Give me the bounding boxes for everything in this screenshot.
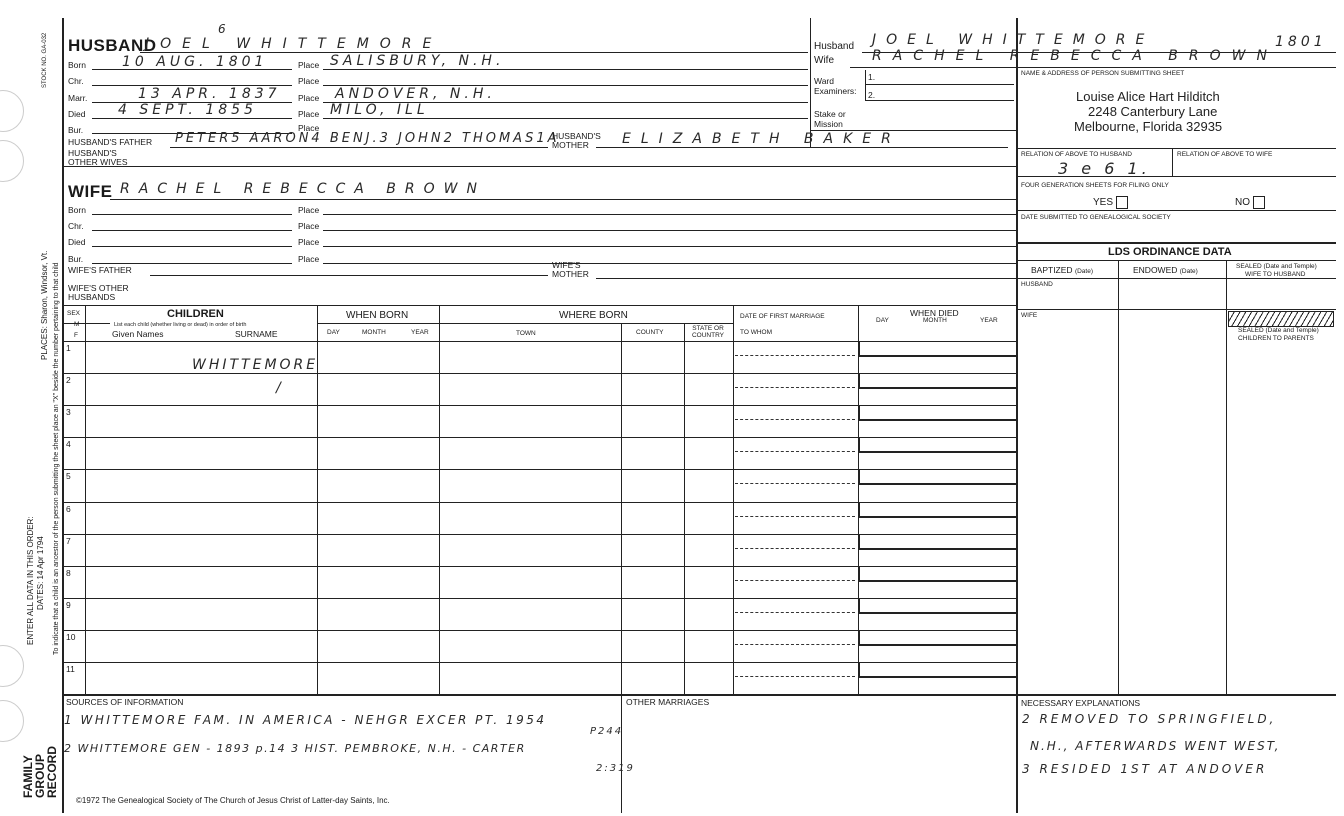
death-date-line — [858, 548, 1016, 550]
given-names-label: Given Names — [112, 329, 164, 339]
lds-sealed-wife: SEALED (Date and Temple) — [1236, 263, 1317, 270]
dates-instruction: DATES: 14 Apr 1794 — [36, 536, 45, 610]
checkbox-icon — [1253, 196, 1265, 209]
rp-husband-name: JOEL WHITTEMORE — [872, 32, 1155, 48]
child-row-divider — [62, 469, 1016, 470]
died-day-label: DAY — [876, 317, 889, 324]
form-title: FAMILY GROUP RECORD — [21, 745, 59, 798]
husband-born-label: Born — [68, 60, 86, 70]
child-row-number: 2 — [66, 375, 71, 386]
child-row-divider — [62, 534, 1016, 535]
death-date-tick — [858, 502, 860, 516]
marriage-dash-line — [735, 580, 855, 581]
lds-title: LDS ORDINANCE DATA — [1108, 246, 1232, 258]
place-label: Place — [298, 221, 320, 231]
child-row-number: 9 — [66, 599, 71, 610]
sex-label: SEX — [67, 310, 81, 317]
children-heading: CHILDREN — [167, 308, 224, 320]
lds-baptized: BAPTIZED (Date) — [1031, 265, 1093, 275]
ward-value: 1. — [868, 72, 876, 82]
child-row-divider — [62, 405, 1016, 406]
death-date-tick — [858, 534, 860, 548]
examiners-label: Examiners: — [814, 86, 857, 96]
month-label: MONTH — [362, 329, 386, 336]
child-row-divider — [62, 662, 1016, 663]
sources-line-2b: 2:319 — [596, 763, 635, 774]
death-date-line — [858, 676, 1016, 678]
ward-label: Ward — [814, 76, 834, 86]
place-label: Place — [298, 254, 320, 264]
wife-mother-label: WIFE'S MOTHER — [552, 260, 589, 279]
husband-died: 4 SEPT. 1855 — [118, 102, 257, 118]
submitter-line-2: 2248 Canterbury Lane — [1088, 104, 1218, 119]
place-label: Place — [298, 76, 320, 86]
child-2-mark: / — [276, 380, 285, 396]
punch-hole — [0, 140, 24, 182]
explanations-label: NECESSARY EXPLANATIONS — [1021, 698, 1141, 708]
death-date-tick — [858, 662, 860, 676]
copyright: ©1972 The Genealogical Society of The Church of Jesus Christ of Latter-day Saints, Inc. — [76, 796, 390, 805]
marriage-dash-line — [735, 419, 855, 420]
wife-father-label: WIFE'S FATHER — [68, 265, 132, 275]
death-date-line — [858, 387, 1016, 389]
child-row-divider — [62, 566, 1016, 567]
death-date-line — [858, 644, 1016, 646]
relation-husband-label: RELATION OF ABOVE TO HUSBAND — [1021, 151, 1132, 158]
rp-husband-label: Husband — [814, 41, 855, 52]
husband-father: PETER5 AARON4 BENJ.3 JOHN2 THOMAS1A — [175, 131, 560, 146]
marriage-dash-line — [735, 516, 855, 517]
husband-heading: HUSBAND — [68, 36, 157, 55]
husband-father-label: HUSBAND'S FATHER — [68, 137, 153, 147]
died-month-label: MONTH — [923, 317, 947, 324]
died-year-label: YEAR — [980, 317, 998, 324]
wife-died-label: Died — [68, 237, 86, 247]
children-instruction: List each child (whether living or dead) in order of birth — [114, 322, 247, 328]
marriage-dash-line — [735, 676, 855, 677]
lds-endowed: ENDOWED (Date) — [1133, 265, 1198, 275]
submitter-label: NAME & ADDRESS OF PERSON SUBMITTING SHEET — [1021, 70, 1185, 77]
marriage-dash-line — [735, 451, 855, 452]
state-label: STATE OR COUNTRY — [691, 325, 725, 339]
submitter-line-1: Louise Alice Hart Hilditch — [1076, 89, 1220, 104]
no-label: NO — [1235, 197, 1250, 209]
wife-other-husbands-label: WIFE'S OTHER HUSBANDS — [68, 283, 129, 302]
husband-mother: ELIZABETH BAKER — [622, 131, 901, 147]
stock-number: STOCK NO. GA-032 — [42, 32, 48, 88]
explanation-line-2: N.H., AFTERWARDS WENT WEST, — [1030, 739, 1281, 753]
death-date-tick — [858, 373, 860, 387]
to-whom-label: TO WHOM — [740, 329, 773, 336]
death-date-line — [858, 355, 1016, 357]
death-date-tick — [858, 598, 860, 612]
county-label: COUNTY — [636, 329, 664, 336]
wife-bur-label: Bur. — [68, 254, 84, 264]
sources-line-1b: P244 — [590, 726, 624, 737]
death-date-line — [858, 612, 1016, 614]
when-born-label: WHEN BORN — [346, 310, 409, 321]
sources-line-1: 1 WHITTEMORE FAM. IN AMERICA - NEHGR EXCER PT. 1954 — [64, 713, 547, 727]
lds-sealed-children-sub: CHILDREN TO PARENTS — [1238, 335, 1314, 342]
marriage-dash-line — [735, 387, 855, 388]
when-died-label: WHEN DIED — [910, 308, 959, 318]
marriage-dash-line — [735, 612, 855, 613]
death-date-line — [858, 516, 1016, 518]
husband-marr: 13 APR. 1837 — [138, 86, 281, 102]
rp-wife-label: Wife — [814, 55, 834, 66]
sex-m: M — [74, 321, 80, 328]
marriage-dash-line — [735, 644, 855, 645]
lds-sealed-wife-sub: WIFE TO HUSBAND — [1245, 271, 1306, 278]
husband-marr-place: ANDOVER, N.H. — [335, 86, 496, 102]
sex-f: F — [74, 332, 78, 339]
lds-husband-row: HUSBAND — [1021, 281, 1053, 288]
ancestor-instruction: To indicate that a child is an ancestor of the person submitting the sheet place an "X" beside the number pertaining to that child — [53, 262, 60, 655]
husband-died-label: Died — [68, 109, 86, 119]
child-row-number: 1 — [66, 343, 71, 353]
death-date-tick — [858, 437, 860, 451]
four-gen-label: FOUR GENERATION SHEETS FOR FILING ONLY — [1021, 182, 1169, 189]
lds-sealed-children: SEALED (Date and Temple) — [1238, 327, 1319, 334]
wife-chr-label: Chr. — [68, 221, 84, 231]
sources-label: SOURCES OF INFORMATION — [66, 697, 184, 707]
husband-marr-label: Marr. — [68, 93, 88, 103]
no-checkbox[interactable] — [1235, 196, 1265, 209]
child-row-number: 3 — [66, 407, 71, 418]
wife-name: RACHEL REBECCA BROWN — [120, 181, 486, 197]
husband-bur-label: Bur. — [68, 125, 84, 135]
death-date-line — [858, 483, 1016, 485]
date-submitted-label: DATE SUBMITTED TO GENEALOGICAL SOCIETY — [1021, 214, 1171, 221]
rp-husband-year: 1801 — [1275, 34, 1327, 50]
marriage-dash-line — [735, 548, 855, 549]
death-date-tick — [858, 566, 860, 580]
husband-born-place: SALISBURY, N.H. — [330, 53, 505, 69]
child-row-number: 5 — [66, 471, 71, 482]
husband-chr-label: Chr. — [68, 76, 84, 86]
sources-line-2: 2 WHITTEMORE GEN - 1893 p.14 3 HIST. PEMBROKE, N.H. - CARTER — [64, 742, 526, 755]
death-date-line — [858, 451, 1016, 453]
stake-label: Stake or Mission — [814, 109, 846, 129]
relation-wife-label: RELATION OF ABOVE TO WIFE — [1177, 151, 1273, 158]
year-label: YEAR — [411, 329, 429, 336]
other-marriages-label: OTHER MARRIAGES — [626, 697, 710, 707]
child-row-divider — [62, 598, 1016, 599]
death-date-tick — [858, 630, 860, 644]
punch-hole — [0, 700, 24, 742]
child-row-number: 10 — [66, 631, 76, 642]
relation-husband-value: 3 e 6 1. — [1058, 159, 1151, 178]
death-date-tick — [858, 405, 860, 419]
rp-wife-name: RACHEL REBECCA BROWN — [872, 48, 1278, 64]
explanation-line-1: 2 REMOVED TO SPRINGFIELD, — [1022, 712, 1277, 726]
punch-hole — [0, 645, 24, 687]
husband-name-mark: 6 — [218, 22, 228, 36]
husband-name: JOEL WHITTEMORE — [145, 36, 443, 52]
husband-died-place: MILO, ILL — [330, 102, 429, 118]
surname-label: SURNAME — [235, 329, 278, 339]
wife-born-label: Born — [68, 205, 86, 215]
checkbox-icon — [1116, 196, 1128, 209]
child-row-divider — [62, 373, 1016, 374]
place-label: Place — [298, 109, 320, 119]
place-label: Place — [298, 93, 320, 103]
marriage-dash-line — [735, 483, 855, 484]
yes-label: YES — [1093, 197, 1114, 209]
where-born-label: WHERE BORN — [559, 310, 628, 321]
town-label: TOWN — [516, 330, 536, 337]
submitter-line-3: Melbourne, Florida 32935 — [1074, 119, 1223, 134]
child-row-number: 11 — [66, 664, 75, 674]
yes-checkbox[interactable] — [1093, 196, 1128, 209]
death-date-tick — [858, 469, 860, 483]
child-row-divider — [62, 437, 1016, 438]
child-row-divider — [62, 502, 1016, 503]
place-label: Place — [298, 237, 320, 247]
wife-heading: WIFE — [68, 182, 113, 201]
child-row-divider — [62, 630, 1016, 631]
child-row-number: 4 — [66, 439, 71, 450]
child-row-number: 7 — [66, 535, 71, 546]
death-date-tick — [858, 341, 860, 355]
husband-mother-label: HUSBAND'S MOTHER — [552, 131, 601, 150]
place-label: Place — [298, 60, 320, 70]
death-date-line — [858, 419, 1016, 421]
child-1-surname: WHITTEMORE — [192, 357, 319, 373]
day-label: DAY — [327, 329, 340, 336]
enter-all-data: ENTER ALL DATA IN THIS ORDER: — [26, 516, 35, 645]
husband-other-wives-label: HUSBAND'S OTHER WIVES — [68, 148, 128, 167]
lds-wife-row: WIFE — [1021, 312, 1038, 319]
places-instruction: PLACES: Sharon, Windsor, Vt. — [40, 250, 49, 360]
death-date-line — [858, 580, 1016, 582]
place-label: Place — [298, 123, 320, 133]
marriage-dash-line — [735, 355, 855, 356]
child-row-number: 8 — [66, 567, 71, 578]
husband-born: 10 AUG. 1801 — [122, 54, 268, 70]
hatched-box — [1228, 311, 1334, 327]
explanation-line-3: 3 RESIDED 1ST AT ANDOVER — [1022, 762, 1268, 776]
child-row-number: 6 — [66, 503, 71, 514]
place-label: Place — [298, 205, 320, 215]
punch-hole — [0, 90, 24, 132]
examiners-value: 2. — [868, 90, 876, 100]
first-marriage-label: DATE OF FIRST MARRIAGE — [740, 313, 825, 320]
